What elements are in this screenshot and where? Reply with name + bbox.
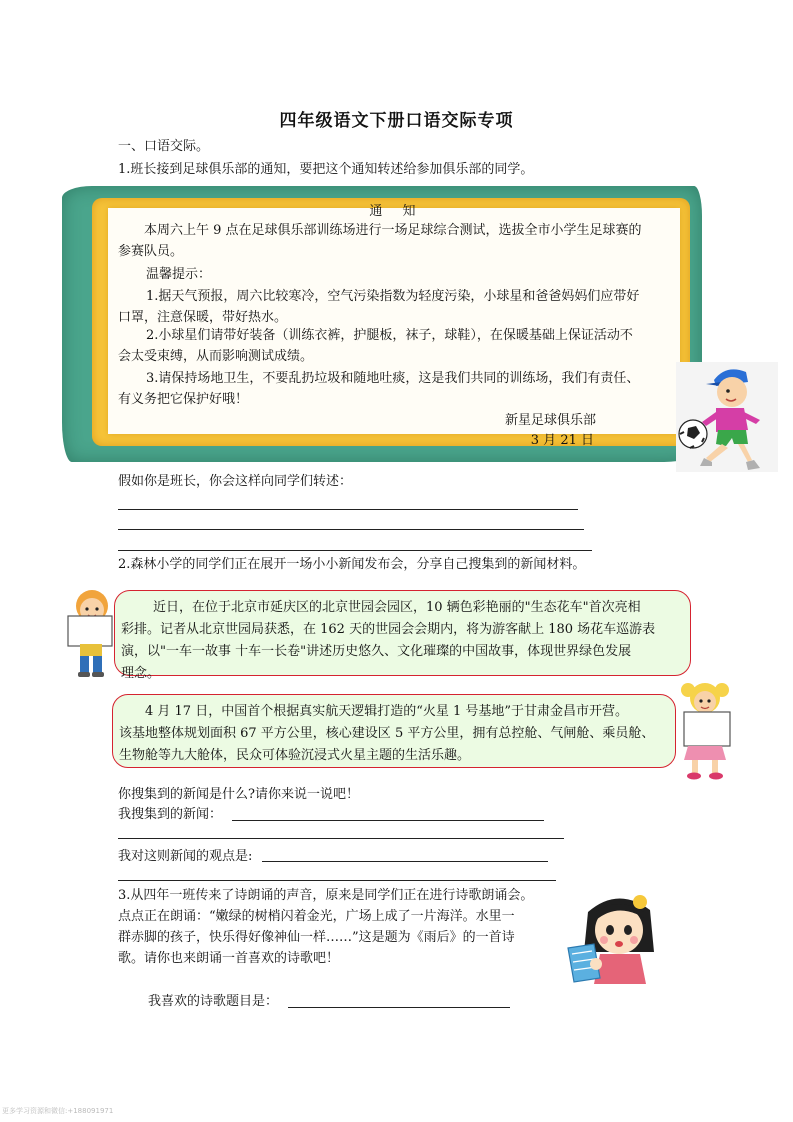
notice-heading: 通 知: [369, 204, 424, 219]
notice-tip1-line2: 口罩，注意保暖，带好热水。: [118, 310, 288, 325]
collected-news-line-2[interactable]: [118, 838, 564, 839]
notice-tips-label: 温馨提示：: [146, 267, 212, 282]
notice-body-line2: 参赛队员。: [118, 244, 184, 259]
notice-tip3-line1: 3.请保持场地卫生，不要乱扔垃圾和随地吐痰，这是我们共同的训练场，我们有责任、: [146, 371, 640, 386]
answer-line-1[interactable]: [118, 509, 578, 510]
favorite-poem-line[interactable]: [288, 1007, 510, 1008]
question-2-prompt: 2.森林小学的同学们正在展开一场小小新闻发布会，分享自己搜集到的新闻材料。: [118, 557, 586, 572]
opinion-line-2[interactable]: [118, 880, 556, 881]
boy-holding-sign-illustration: [66, 586, 116, 678]
opinion-label: 我对这则新闻的观点是:: [118, 849, 253, 864]
news2-line2: 该基地整体规划面积 67 平方公里，核心建设区 5 平方公里，拥有总控舱、气闸舱、乘员舱、: [119, 726, 655, 741]
question-3-line2: 点点正在朗诵：“嫩绿的树梢闪着金光，广场上成了一片海洋。水里一: [118, 909, 515, 924]
notice-tip2-line2: 会太受束缚，从而影响测试成绩。: [118, 349, 314, 364]
notice-body-line1: 本周六上午 9 点在足球俱乐部训练场进行一场足球综合测试，选拔全市小学生足球赛的: [144, 223, 642, 238]
notice-tip1-line1: 1.据天气预报，周六比较寒冷，空气污染指数为轻度污染，小球星和爸爸妈妈们应带好: [146, 289, 640, 304]
section-heading: 一、口语交际。: [118, 139, 210, 154]
news-box-1: [114, 590, 691, 681]
question-1-answer-prompt: 假如你是班长，你会这样向同学们转述：: [118, 474, 353, 489]
watermark-text: 更多学习资源和微信:+188091971: [2, 1107, 114, 1115]
page-title: 四年级语文下册口语交际专项: [279, 111, 514, 131]
question-3-line3: 群赤脚的孩子，快乐得好像神仙一样……”这是题为《雨后》的一首诗: [118, 930, 515, 945]
girl-reading-book-illustration: [566, 892, 670, 992]
notice-tip2-line1: 2.小球星们请带好装备（训练衣裤，护腿板，袜子，球鞋），在保暖基础上保证活动不: [146, 328, 633, 343]
news1-line3: 演，以"一车一故事 十车一长卷"讲述历史悠久、文化璀璨的中国故事，体现世界绿色发展: [121, 644, 632, 659]
favorite-poem-label: 我喜欢的诗歌题目是：: [148, 994, 279, 1009]
news1-line1: 近日，在位于北京市延庆区的北京世园会园区，10 辆色彩艳丽的"生态花车"首次亮相: [153, 600, 641, 615]
opinion-line-1[interactable]: [262, 861, 548, 862]
news1-line4: 理念。: [121, 666, 161, 681]
question-3-line1: 3.从四年一班传来了诗朗诵的声音，原来是同学们正在进行诗歌朗诵会。: [118, 888, 534, 903]
collected-news-line-1[interactable]: [232, 820, 544, 821]
answer-line-2[interactable]: [118, 529, 584, 530]
question-2-ask: 你搜集到的新闻是什么?请你来说一说吧！: [118, 787, 359, 802]
notice-tip3-line2: 有义务把它保护好哦！: [118, 392, 249, 407]
question-1-prompt: 1.班长接到足球俱乐部的通知，要把这个通知转述给参加俱乐部的同学。: [118, 162, 534, 177]
boy-kicking-football-illustration: [676, 362, 778, 472]
collected-news-label: 我搜集到的新闻：: [118, 807, 223, 822]
notice-signature: 新星足球俱乐部: [504, 413, 596, 428]
question-3-line4: 歌。请你也来朗诵一首喜欢的诗歌吧！: [118, 951, 340, 966]
answer-line-3[interactable]: [118, 550, 592, 551]
news-box-2: [112, 694, 676, 768]
news2-line1: 4 月 17 日，中国首个根据真实航天逻辑打造的“火星 1 号基地”于甘肃金昌市开营。: [145, 704, 629, 719]
girl-holding-sign-illustration: [676, 678, 734, 780]
news2-line3: 生物舱等九大舱体，民众可体验沉浸式火星主题的生活乐趣。: [119, 748, 471, 763]
notice-date: 3 月 21 日: [530, 433, 594, 448]
news1-line2: 彩排。记者从北京世园局获悉，在 162 天的世园会会期内，将为游客献上 180 场花车巡游表: [121, 622, 656, 637]
